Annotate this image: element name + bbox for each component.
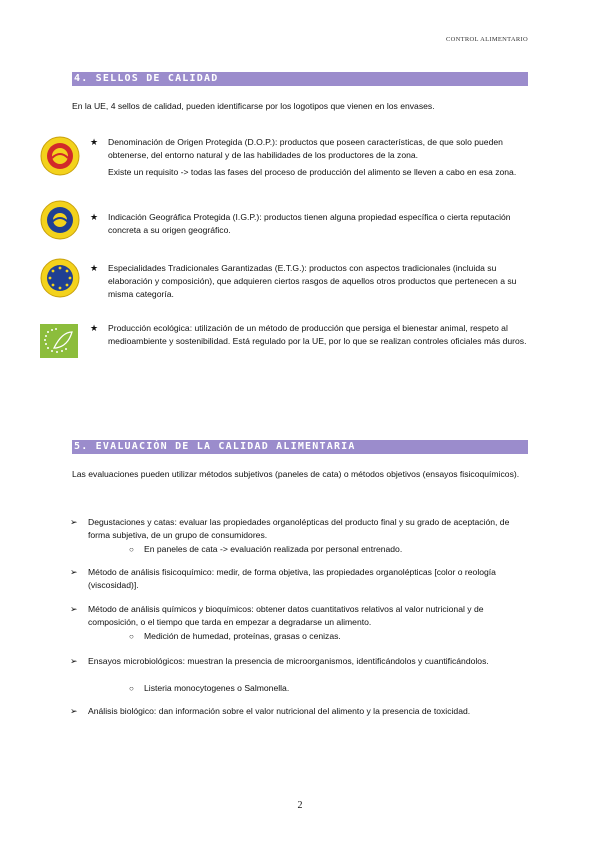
dop-seal-icon (40, 136, 80, 176)
evaluation-method-text: Degustaciones y catas: evaluar las propiedades organolépticas del producto final y su grado de aceptación, de forma subjetiva, de un grupo de consumidores. (88, 517, 510, 540)
seal-dop-text: Denominación de Origen Protegida (D.O.P.): productos que poseen características, de que solo pueden obtenerse, del entorno natural y de las habilidades de los productores de la zona. (108, 137, 503, 160)
circle-bullet-icon: ○ (129, 545, 134, 554)
circle-bullet-icon: ○ (129, 684, 134, 693)
etg-seal-icon (40, 258, 80, 298)
arrow-bullet-icon: ➢ (70, 706, 78, 716)
seal-dop-note: Existe un requisito -> todas las fases del proceso de producción del alimento se lleven a cabo en esa zona. (108, 167, 517, 177)
list-item (70, 566, 528, 592)
list-item (70, 705, 528, 718)
seal-item-organic (40, 322, 528, 362)
igp-seal-icon (40, 200, 80, 240)
arrow-bullet-icon: ➢ (70, 567, 78, 577)
evaluation-method-subtext: Medición de humedad, proteínas, grasas o cenizas. (144, 631, 341, 641)
circle-bullet-icon: ○ (129, 632, 134, 641)
sub-list-item (129, 630, 528, 643)
running-header: CONTROL ALIMENTARIO (445, 36, 528, 43)
section-5-intro: Las evaluaciones pueden utilizar métodos subjetivos (paneles de cata) o métodos objetivos (ensayos fisicoquímicos). (72, 469, 520, 479)
section-4-intro: En la UE, 4 sellos de calidad, pueden identificarse por los logotipos que vienen en los envases. (72, 101, 435, 111)
evaluation-method-subtext: Listeria monocytogenes o Salmonella. (144, 683, 290, 693)
seal-item-dop (40, 136, 528, 186)
seal-item-etg (40, 258, 528, 302)
evaluation-method-text: Método de análisis fisicoquímico: medir, de forma objetiva, las propiedades organolépticas [color o reología (viscosidad)]. (88, 567, 496, 590)
sub-list-item (129, 682, 528, 695)
sub-list-item (129, 543, 528, 556)
seal-item-igp (40, 202, 528, 242)
list-item (70, 655, 528, 668)
section-5-title: 5. EVALUACIÓN DE LA CALIDAD ALIMENTARIA (72, 440, 528, 454)
evaluation-method-subtext: En paneles de cata -> evaluación realizada por personal entrenado. (144, 544, 403, 554)
page-number: 2 (297, 800, 303, 811)
star-bullet-icon: ★ (90, 137, 99, 147)
section-4-title: 4. SELLOS DE CALIDAD (72, 72, 528, 86)
eu-organic-leaf-icon (40, 324, 78, 358)
star-bullet-icon: ★ (90, 323, 99, 333)
seal-etg-text: Especialidades Tradicionales Garantizadas (E.T.G.): productos con aspectos tradicionales (incluida su elaboración y composición), que adquieren ciertos rasgos de aquellos otros productos que pertenecen a su misma categoría. (108, 263, 517, 299)
evaluation-method-text: Ensayos microbiológicos: muestran la presencia de microorganismos, identificándolos y cuantificándolos. (88, 656, 489, 666)
evaluation-method-text: Método de análisis químicos y bioquímicos: obtener datos cuantitativos relativos al valor nutricional y de composición, o el tiempo que tarda en empezar a degradarse un alimento. (88, 604, 484, 627)
seal-igp-text: Indicación Geográfica Protegida (I.G.P.): productos tienen alguna propiedad específica o cierta reputación concreta a su origen geográfico. (108, 212, 511, 235)
arrow-bullet-icon: ➢ (70, 656, 78, 666)
list-item (70, 603, 528, 629)
evaluation-method-text: Análisis biológico: dan información sobre el valor nutricional del alimento y la presencia de toxicidad. (88, 706, 471, 716)
star-bullet-icon: ★ (90, 212, 99, 222)
list-item (70, 516, 528, 542)
seal-organic-text: Producción ecológica: utilización de un método de producción que persiga el bienestar animal, respeto al medioambiente y sostenibilidad. Está regulado por la UE, por lo que se realizan controles oficiales más duros. (108, 323, 527, 346)
star-bullet-icon: ★ (90, 263, 99, 273)
arrow-bullet-icon: ➢ (70, 604, 78, 614)
arrow-bullet-icon: ➢ (70, 517, 78, 527)
